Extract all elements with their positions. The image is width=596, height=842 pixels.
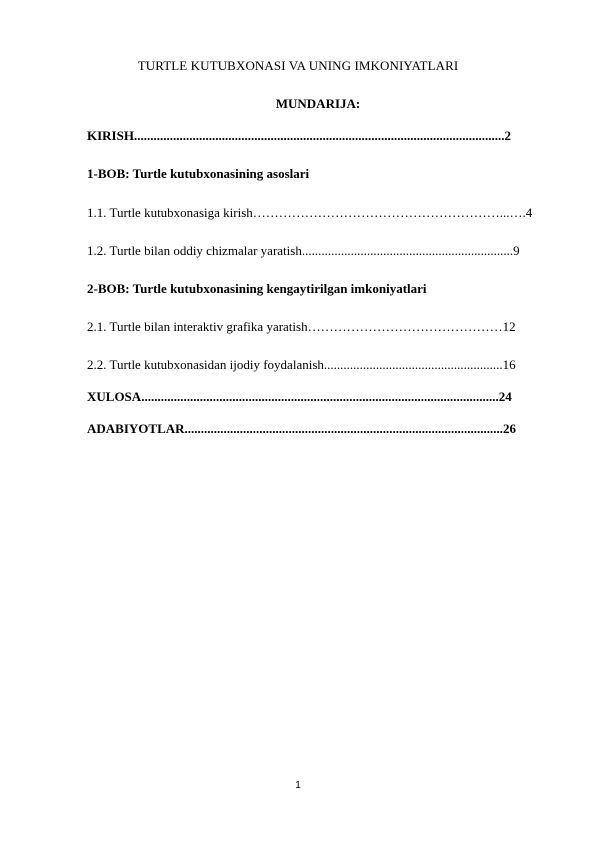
toc-entry-label: XULOSA <box>87 389 142 404</box>
toc-entry-page: 9 <box>513 243 520 258</box>
toc-entry-page: 12 <box>502 319 516 334</box>
toc-entry-chapter-2[interactable] <box>87 281 553 297</box>
toc-entry-1-1[interactable] <box>87 205 553 221</box>
toc-entry-label: 1.1. Turtle kutubxonasiga kirish <box>87 205 253 220</box>
toc-entry-label: ADABIYOTLAR <box>87 421 185 436</box>
toc-entry-label: 2.2. Turtle kutubxonasidan ijodiy foydalanish <box>87 357 324 372</box>
toc-entry-label: 1-BOB: Turtle kutubxonasining asoslari <box>87 166 310 181</box>
toc-entry-2-2[interactable] <box>87 357 553 373</box>
toc-entry-page: 2 <box>504 128 511 143</box>
toc-entry-label: 1.2. Turtle bilan oddiy chizmalar yaratish <box>87 243 302 258</box>
toc-entry-leader: .................................................................................................. <box>184 421 504 436</box>
toc-entry-leader: ................................................................. <box>301 243 514 258</box>
page-number: 1 <box>295 780 301 791</box>
toc-entry-label: 2.1. Turtle bilan interaktiv grafika yaratish <box>87 319 308 334</box>
toc-entry-leader: .................................................................................................................. <box>133 128 505 143</box>
toc-entry-adabiyotlar[interactable] <box>87 421 553 437</box>
toc-entry-page: 4 <box>525 205 533 220</box>
toc-entry-page: 24 <box>498 389 512 404</box>
toc-entry-page: 26 <box>503 421 517 436</box>
toc-heading: MUNDARIJA: <box>275 96 361 111</box>
toc-entry-leader: …………………………………………………...…. <box>252 205 526 220</box>
toc-entry-leader: ....................................................... <box>323 357 503 372</box>
toc-entry-leader: .............................................................................................................. <box>141 389 499 404</box>
toc-entry-label: KIRISH <box>87 128 134 143</box>
toc-entry-leader: ……………………………………… <box>307 319 503 334</box>
toc-entry-kirish[interactable] <box>87 128 553 144</box>
toc-entry-1-2[interactable] <box>87 243 553 259</box>
toc-entry-label: 2-BOB: Turtle kutubxonasining kengaytirilgan imkoniyatlari <box>87 281 427 296</box>
toc-entry-xulosa[interactable] <box>87 389 553 405</box>
toc-entry-page: 16 <box>502 357 516 372</box>
toc-entry-chapter-1[interactable] <box>87 166 553 182</box>
toc-entry-2-1[interactable] <box>87 319 553 335</box>
document-title: TURTLE KUTUBXONASI VA UNING IMKONIYATLARI <box>137 58 459 73</box>
